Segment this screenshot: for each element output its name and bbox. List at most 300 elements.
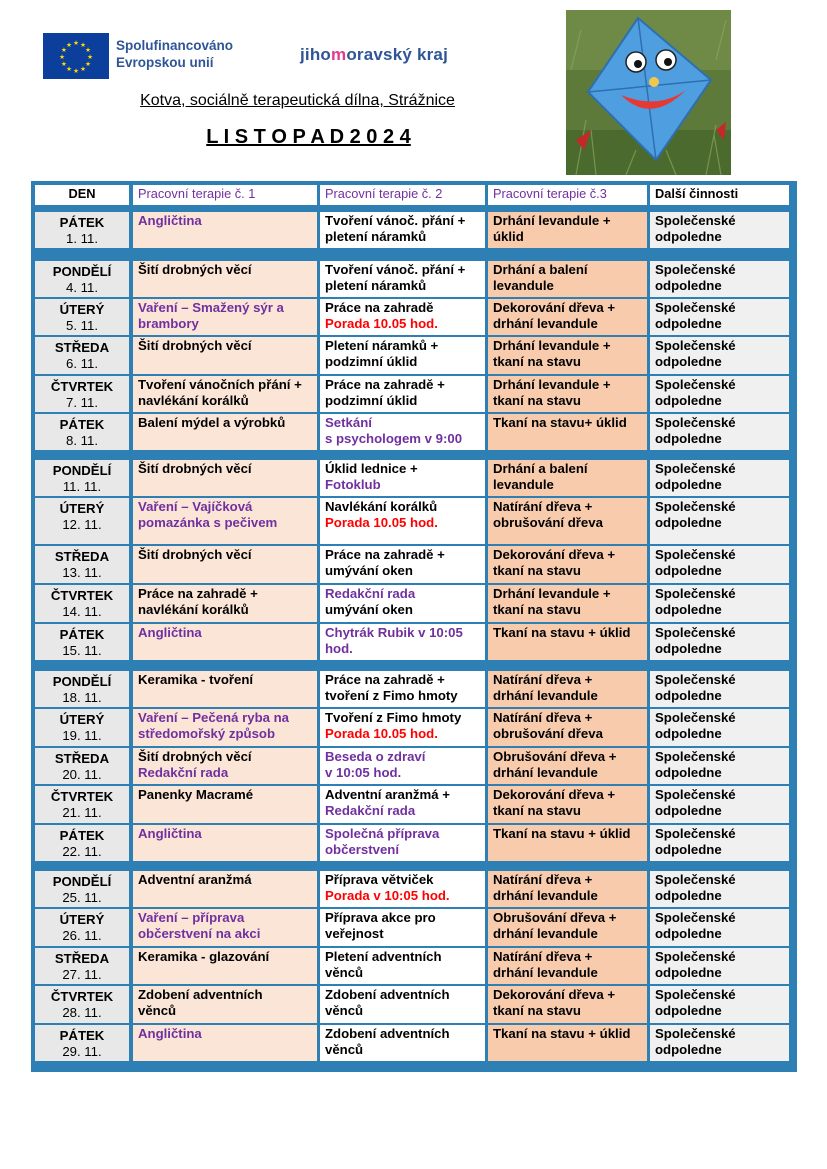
activity-cell [320, 212, 485, 248]
activity-cell [133, 585, 317, 622]
activity-text: Šití drobných věcí [138, 461, 252, 476]
activity-text: Drhání levandule + [493, 377, 611, 392]
day-name: ÚTERÝ [59, 912, 105, 927]
activity-text: odpoledne [655, 431, 722, 446]
activity-text: veřejnost [325, 926, 384, 941]
activity-text: Práce na zahradě + [138, 586, 258, 601]
day-name: PÁTEK [59, 215, 105, 230]
activity-cell [488, 460, 647, 496]
activity-text: Vaření – příprava [138, 910, 245, 925]
eu-star-icon: ★ [73, 40, 79, 47]
activity-text: Společenské [655, 586, 736, 601]
day-cell [35, 948, 129, 984]
activity-cell [650, 1025, 789, 1061]
activity-cell [320, 624, 485, 660]
eu-star-icon: ★ [87, 54, 93, 61]
activity-text: drhání levandule [493, 888, 598, 903]
activity-text: odpoledne [655, 563, 722, 578]
activity-text: Dekorování dřeva + [493, 300, 616, 315]
activity-cell [133, 299, 317, 335]
column-header-therapy-2: Pracovní terapie č. 2 [320, 185, 485, 205]
activity-text: Angličtina [138, 625, 202, 640]
activity-cell [320, 909, 485, 946]
activity-text: drhání levandule [493, 765, 598, 780]
activity-text: tkaní na stavu [493, 1003, 581, 1018]
activity-text: odpoledne [655, 803, 722, 818]
activity-text: odpoledne [655, 477, 722, 492]
activity-text: drhání levandule [493, 965, 598, 980]
day-date: 21. 11. [62, 805, 102, 820]
activity-text: Keramika - tvoření [138, 672, 254, 687]
activity-text: hod. [325, 641, 353, 656]
day-date: 18. 11. [62, 690, 102, 705]
activity-text: Společenské [655, 749, 736, 764]
activity-text: levandule [493, 477, 554, 492]
activity-cell [320, 376, 485, 412]
activity-cell [650, 871, 789, 907]
activity-text: Šití drobných věcí [138, 338, 252, 353]
day-name: PÁTEK [59, 417, 105, 432]
activity-text: Porada v 10:05 hod. [325, 888, 450, 903]
activity-text: odpoledne [655, 965, 722, 980]
activity-text: věnců [325, 1042, 364, 1057]
day-name: STŘEDA [54, 951, 110, 966]
eu-star-icon: ★ [80, 41, 86, 49]
activity-text: občerstvení [325, 842, 400, 857]
activity-cell [320, 948, 485, 984]
day-cell [35, 212, 129, 248]
activity-text: tkaní na stavu [493, 393, 581, 408]
day-date: 6. 11. [65, 356, 98, 371]
activity-text: Redakční rada [325, 586, 416, 601]
activity-text: Natírání dřeva + [493, 710, 593, 725]
day-cell [35, 498, 129, 544]
activity-cell [133, 212, 317, 248]
activity-text: Dekorování dřeva + [493, 987, 616, 1002]
activity-text: odpoledne [655, 354, 722, 369]
activity-text: Společenské [655, 672, 736, 687]
activity-text: tkaní na stavu [493, 602, 581, 617]
activity-text: navlékání korálků [138, 393, 249, 408]
day-name: ČTVRTEK [50, 789, 114, 804]
day-date: 19. 11. [62, 728, 102, 743]
activity-cell [133, 709, 317, 746]
activity-text: středomořský způsob [138, 726, 276, 741]
day-name: ÚTERÝ [59, 712, 105, 727]
day-cell [35, 671, 129, 707]
day-name: PÁTEK [59, 828, 105, 843]
eu-star-icon: ★ [66, 66, 72, 74]
day-name: ČTVRTEK [50, 379, 114, 394]
day-cell [35, 1025, 129, 1061]
activity-cell [320, 414, 485, 450]
eu-star-icon: ★ [73, 68, 79, 75]
day-name: ČTVRTEK [50, 588, 114, 603]
activity-cell [133, 948, 317, 984]
activity-text: občerstvení na akci [138, 926, 261, 941]
activity-cell [650, 624, 789, 660]
activity-cell [133, 748, 317, 784]
activity-text: obrušování dřeva [493, 726, 603, 741]
day-name: STŘEDA [54, 549, 110, 564]
activity-text: odpoledne [655, 842, 722, 857]
activity-cell [650, 585, 789, 622]
activity-cell [488, 786, 647, 823]
activity-cell [320, 748, 485, 784]
activity-cell [650, 786, 789, 823]
activity-cell [650, 261, 789, 297]
activity-text: Společenské [655, 461, 736, 476]
activity-text: odpoledne [655, 765, 722, 780]
day-cell [35, 709, 129, 746]
eu-star-icon: ★ [60, 61, 67, 68]
activity-text: Společenské [655, 787, 736, 802]
activity-text: brambory [138, 316, 199, 331]
activity-cell [320, 460, 485, 496]
activity-text: Redakční rada [325, 803, 416, 818]
activity-text: levandule [493, 278, 554, 293]
eu-star-icon: ★ [66, 41, 72, 49]
activity-text: s psychologem v 9:00 [325, 431, 463, 446]
activity-text: Drhání a balení [493, 461, 588, 476]
activity-text: Společenské [655, 910, 736, 925]
activity-text: Adventní aranžmá [138, 872, 252, 887]
activity-text: tkaní na stavu [493, 354, 581, 369]
activity-text: Společenské [655, 300, 736, 315]
activity-text: navlékání korálků [138, 602, 249, 617]
activity-text: Společenské [655, 949, 736, 964]
activity-text: Společenské [655, 415, 736, 430]
day-cell [35, 546, 129, 583]
activity-text: tkaní na stavu [493, 563, 581, 578]
activity-text: Angličtina [138, 213, 202, 228]
activity-cell [488, 498, 647, 544]
activity-text: Natírání dřeva + [493, 949, 593, 964]
day-name: PONDĚLÍ [52, 463, 112, 478]
day-cell [35, 460, 129, 496]
activity-text: Vaření – Pečená ryba na [138, 710, 290, 725]
activity-text: Panenky Macramé [138, 787, 254, 802]
day-date: 8. 11. [65, 433, 98, 448]
activity-cell [133, 1025, 317, 1061]
day-date: 12. 11. [62, 517, 102, 532]
activity-text: odpoledne [655, 229, 722, 244]
activity-text: Drhání levandule + [493, 213, 611, 228]
activity-text: Adventní aranžmá + [325, 787, 450, 802]
activity-text: odpoledne [655, 1003, 722, 1018]
day-name: ÚTERÝ [59, 501, 105, 516]
activity-text: věnců [325, 965, 364, 980]
activity-text: Tvoření vánoč. přání + [325, 262, 466, 277]
column-header-therapy-3: Pracovní terapie č.3 [488, 185, 647, 205]
activity-text: podzimní úklid [325, 393, 418, 408]
activity-text: odpoledne [655, 515, 722, 530]
activity-cell [320, 546, 485, 583]
activity-text: Společenské [655, 547, 736, 562]
schedule-table [31, 181, 797, 1072]
day-date: 13. 11. [62, 565, 102, 580]
activity-cell [488, 212, 647, 248]
activity-text: Navlékání korálků [325, 499, 438, 514]
day-date: 11. 11. [62, 479, 102, 494]
activity-cell [650, 299, 789, 335]
day-cell [35, 748, 129, 784]
day-date: 25. 11. [62, 890, 102, 905]
activity-cell [650, 414, 789, 450]
activity-text: Společenské [655, 338, 736, 353]
activity-cell [488, 709, 647, 746]
activity-text: Vaření – Vajíčková [138, 499, 253, 514]
activity-cell [320, 585, 485, 622]
region-logo [300, 45, 448, 65]
activity-cell [488, 825, 647, 861]
activity-text: Obrušování dřeva + [493, 910, 617, 925]
activity-text: podzimní úklid [325, 354, 418, 369]
activity-text: Pletení náramků + [325, 338, 439, 353]
region-logo-part1: jiho [300, 45, 332, 64]
activity-text: Tvoření vánoč. přání + [325, 213, 466, 228]
activity-text: pletení náramků [325, 278, 427, 293]
activity-text: Porada 10.05 hod. [325, 515, 438, 530]
activity-text: Tvoření z Fimo hmoty [325, 710, 462, 725]
activity-cell [650, 909, 789, 946]
day-cell [35, 986, 129, 1023]
activity-cell [133, 376, 317, 412]
activity-text: Vaření – Smažený sýr a [138, 300, 284, 315]
activity-text: Práce na zahradě + [325, 672, 445, 687]
activity-cell [320, 986, 485, 1023]
activity-text: Tkaní na stavu+ úklid [493, 415, 627, 430]
activity-text: Společenské [655, 710, 736, 725]
activity-cell [650, 337, 789, 374]
activity-text: Redakční rada [138, 765, 229, 780]
activity-cell [320, 337, 485, 374]
activity-text: Tkaní na stavu + úklid [493, 826, 631, 841]
activity-text: Beseda o zdraví [325, 749, 426, 764]
day-name: PONDĚLÍ [52, 674, 112, 689]
eu-star-icon: ★ [85, 47, 92, 54]
activity-text: obrušování dřeva [493, 515, 603, 530]
activity-text: odpoledne [655, 926, 722, 941]
activity-cell [320, 871, 485, 907]
eu-cofunding-text: Spolufinancováno Evropskou unií [116, 38, 234, 70]
activity-cell [133, 986, 317, 1023]
day-date: 20. 11. [62, 767, 102, 782]
activity-text: odpoledne [655, 278, 722, 293]
day-date: 28. 11. [62, 1005, 102, 1020]
activity-cell [488, 871, 647, 907]
activity-text: Příprava akce pro [325, 910, 436, 925]
activity-cell [133, 871, 317, 907]
day-date: 29. 11. [62, 1044, 102, 1059]
activity-text: drhání levandule [493, 316, 598, 331]
activity-text: Úklid lednice + [325, 461, 418, 476]
activity-text: Práce na zahradě + [325, 547, 445, 562]
day-date: 4. 11. [65, 280, 98, 295]
eu-star-icon: ★ [60, 47, 67, 54]
activity-text: Společenské [655, 872, 736, 887]
activity-cell [320, 1025, 485, 1061]
activity-cell [488, 748, 647, 784]
activity-cell [320, 709, 485, 746]
activity-cell [650, 986, 789, 1023]
day-name: PÁTEK [59, 627, 105, 642]
day-date: 27. 11. [62, 967, 102, 982]
activity-cell [320, 261, 485, 297]
day-name: PONDĚLÍ [52, 874, 112, 889]
activity-cell [488, 671, 647, 707]
day-name: STŘEDA [54, 751, 110, 766]
activity-text: Porada 10.05 hod. [325, 316, 438, 331]
day-cell [35, 376, 129, 412]
day-date: 7. 11. [65, 395, 98, 410]
activity-text: Společenské [655, 625, 736, 640]
activity-text: odpoledne [655, 1042, 722, 1057]
activity-text: odpoledne [655, 602, 722, 617]
activity-text: Tvoření vánočních přání + [138, 377, 302, 392]
activity-text: drhání levandule [493, 926, 598, 941]
activity-cell [488, 337, 647, 374]
activity-text: Drhání levandule + [493, 338, 611, 353]
activity-text: Společenské [655, 262, 736, 277]
activity-cell [650, 546, 789, 583]
activity-cell [133, 909, 317, 946]
activity-text: Práce na zahradě [325, 300, 434, 315]
activity-cell [650, 748, 789, 784]
activity-cell [488, 585, 647, 622]
region-logo-accent: m [331, 45, 347, 64]
activity-cell [488, 948, 647, 984]
activity-text: Zdobení adventních [325, 1026, 450, 1041]
activity-cell [650, 376, 789, 412]
activity-cell [488, 909, 647, 946]
activity-cell [650, 948, 789, 984]
eu-star-icon: ★ [85, 61, 92, 68]
activity-text: Setkání [325, 415, 372, 430]
activity-text: Společenské [655, 987, 736, 1002]
activity-text: Zdobení adventních [138, 987, 263, 1002]
activity-cell [133, 671, 317, 707]
activity-cell [488, 624, 647, 660]
activity-text: pletení náramků [325, 229, 427, 244]
activity-text: tkaní na stavu [493, 803, 581, 818]
day-date: 15. 11. [62, 643, 102, 658]
activity-text: odpoledne [655, 393, 722, 408]
day-name: ČTVRTEK [50, 989, 114, 1004]
activity-cell [650, 709, 789, 746]
activity-cell [650, 460, 789, 496]
activity-text: Společenské [655, 499, 736, 514]
activity-cell [488, 986, 647, 1023]
activity-cell [488, 1025, 647, 1061]
activity-cell [650, 671, 789, 707]
eu-star-icon: ★ [80, 66, 86, 74]
activity-cell [650, 212, 789, 248]
activity-text: Tkaní na stavu + úklid [493, 1026, 631, 1041]
activity-text: Porada 10.05 hod. [325, 726, 438, 741]
activity-text: Drhání a balení [493, 262, 588, 277]
activity-cell [320, 498, 485, 544]
activity-text: Balení mýdel a výrobků [138, 415, 286, 430]
activity-text: odpoledne [655, 688, 722, 703]
workshop-subtitle: Kotva, sociálně terapeutická dílna, Strážnice [140, 92, 455, 109]
activity-text: věnců [138, 1003, 177, 1018]
activity-text: odpoledne [655, 888, 722, 903]
activity-cell [650, 825, 789, 861]
activity-cell [488, 376, 647, 412]
activity-cell [488, 546, 647, 583]
activity-cell [133, 546, 317, 583]
day-date: 1. 11. [65, 231, 98, 246]
month-title: L I S T O P A D 2 0 2 4 [206, 126, 411, 148]
activity-text: Šití drobných věcí [138, 749, 252, 764]
activity-text: Dekorování dřeva + [493, 787, 616, 802]
activity-text: Obrušování dřeva + [493, 749, 617, 764]
activity-text: Šití drobných věcí [138, 262, 252, 277]
day-name: ÚTERÝ [59, 302, 105, 317]
activity-cell [133, 337, 317, 374]
activity-text: Příprava větviček [325, 872, 434, 887]
activity-cell [650, 498, 789, 544]
activity-text: Společenské [655, 377, 736, 392]
day-name: STŘEDA [54, 340, 110, 355]
activity-cell [488, 261, 647, 297]
activity-text: Společenské [655, 213, 736, 228]
activity-text: Keramika - glazování [138, 949, 270, 964]
day-name: PONDĚLÍ [52, 264, 112, 279]
day-date: 14. 11. [62, 604, 102, 619]
activity-cell [320, 786, 485, 823]
day-cell [35, 337, 129, 374]
day-cell [35, 909, 129, 946]
day-cell [35, 299, 129, 335]
activity-text: odpoledne [655, 641, 722, 656]
activity-text: Společná příprava [325, 826, 440, 841]
activity-cell [133, 498, 317, 544]
activity-text: Natírání dřeva + [493, 499, 593, 514]
activity-text: Společenské [655, 1026, 736, 1041]
activity-text: drhání levandule [493, 688, 598, 703]
activity-text: Natírání dřeva + [493, 672, 593, 687]
activity-text: Drhání levandule + [493, 586, 611, 601]
column-header-day: DEN [35, 185, 129, 205]
activity-text: Natírání dřeva + [493, 872, 593, 887]
day-cell [35, 786, 129, 823]
day-cell [35, 585, 129, 622]
activity-text: umývání oken [325, 602, 413, 617]
activity-text: Fotoklub [325, 477, 381, 492]
activity-text: pomazánka s pečivem [138, 515, 278, 530]
activity-cell [320, 299, 485, 335]
day-cell [35, 624, 129, 660]
activity-cell [133, 786, 317, 823]
activity-text: v 10:05 hod. [325, 765, 402, 780]
activity-text: Dekorování dřeva + [493, 547, 616, 562]
activity-text: Práce na zahradě + [325, 377, 445, 392]
activity-cell [488, 299, 647, 335]
activity-cell [320, 825, 485, 861]
activity-text: Angličtina [138, 826, 202, 841]
day-date: 5. 11. [65, 318, 98, 333]
activity-cell [133, 414, 317, 450]
column-header-other: Další činnosti [650, 185, 789, 205]
day-date: 26. 11. [62, 928, 102, 943]
activity-cell [133, 825, 317, 861]
column-header-therapy-1: Pracovní terapie č. 1 [133, 185, 317, 205]
eu-star-icon: ★ [59, 54, 65, 61]
day-cell [35, 414, 129, 450]
activity-cell [133, 261, 317, 297]
